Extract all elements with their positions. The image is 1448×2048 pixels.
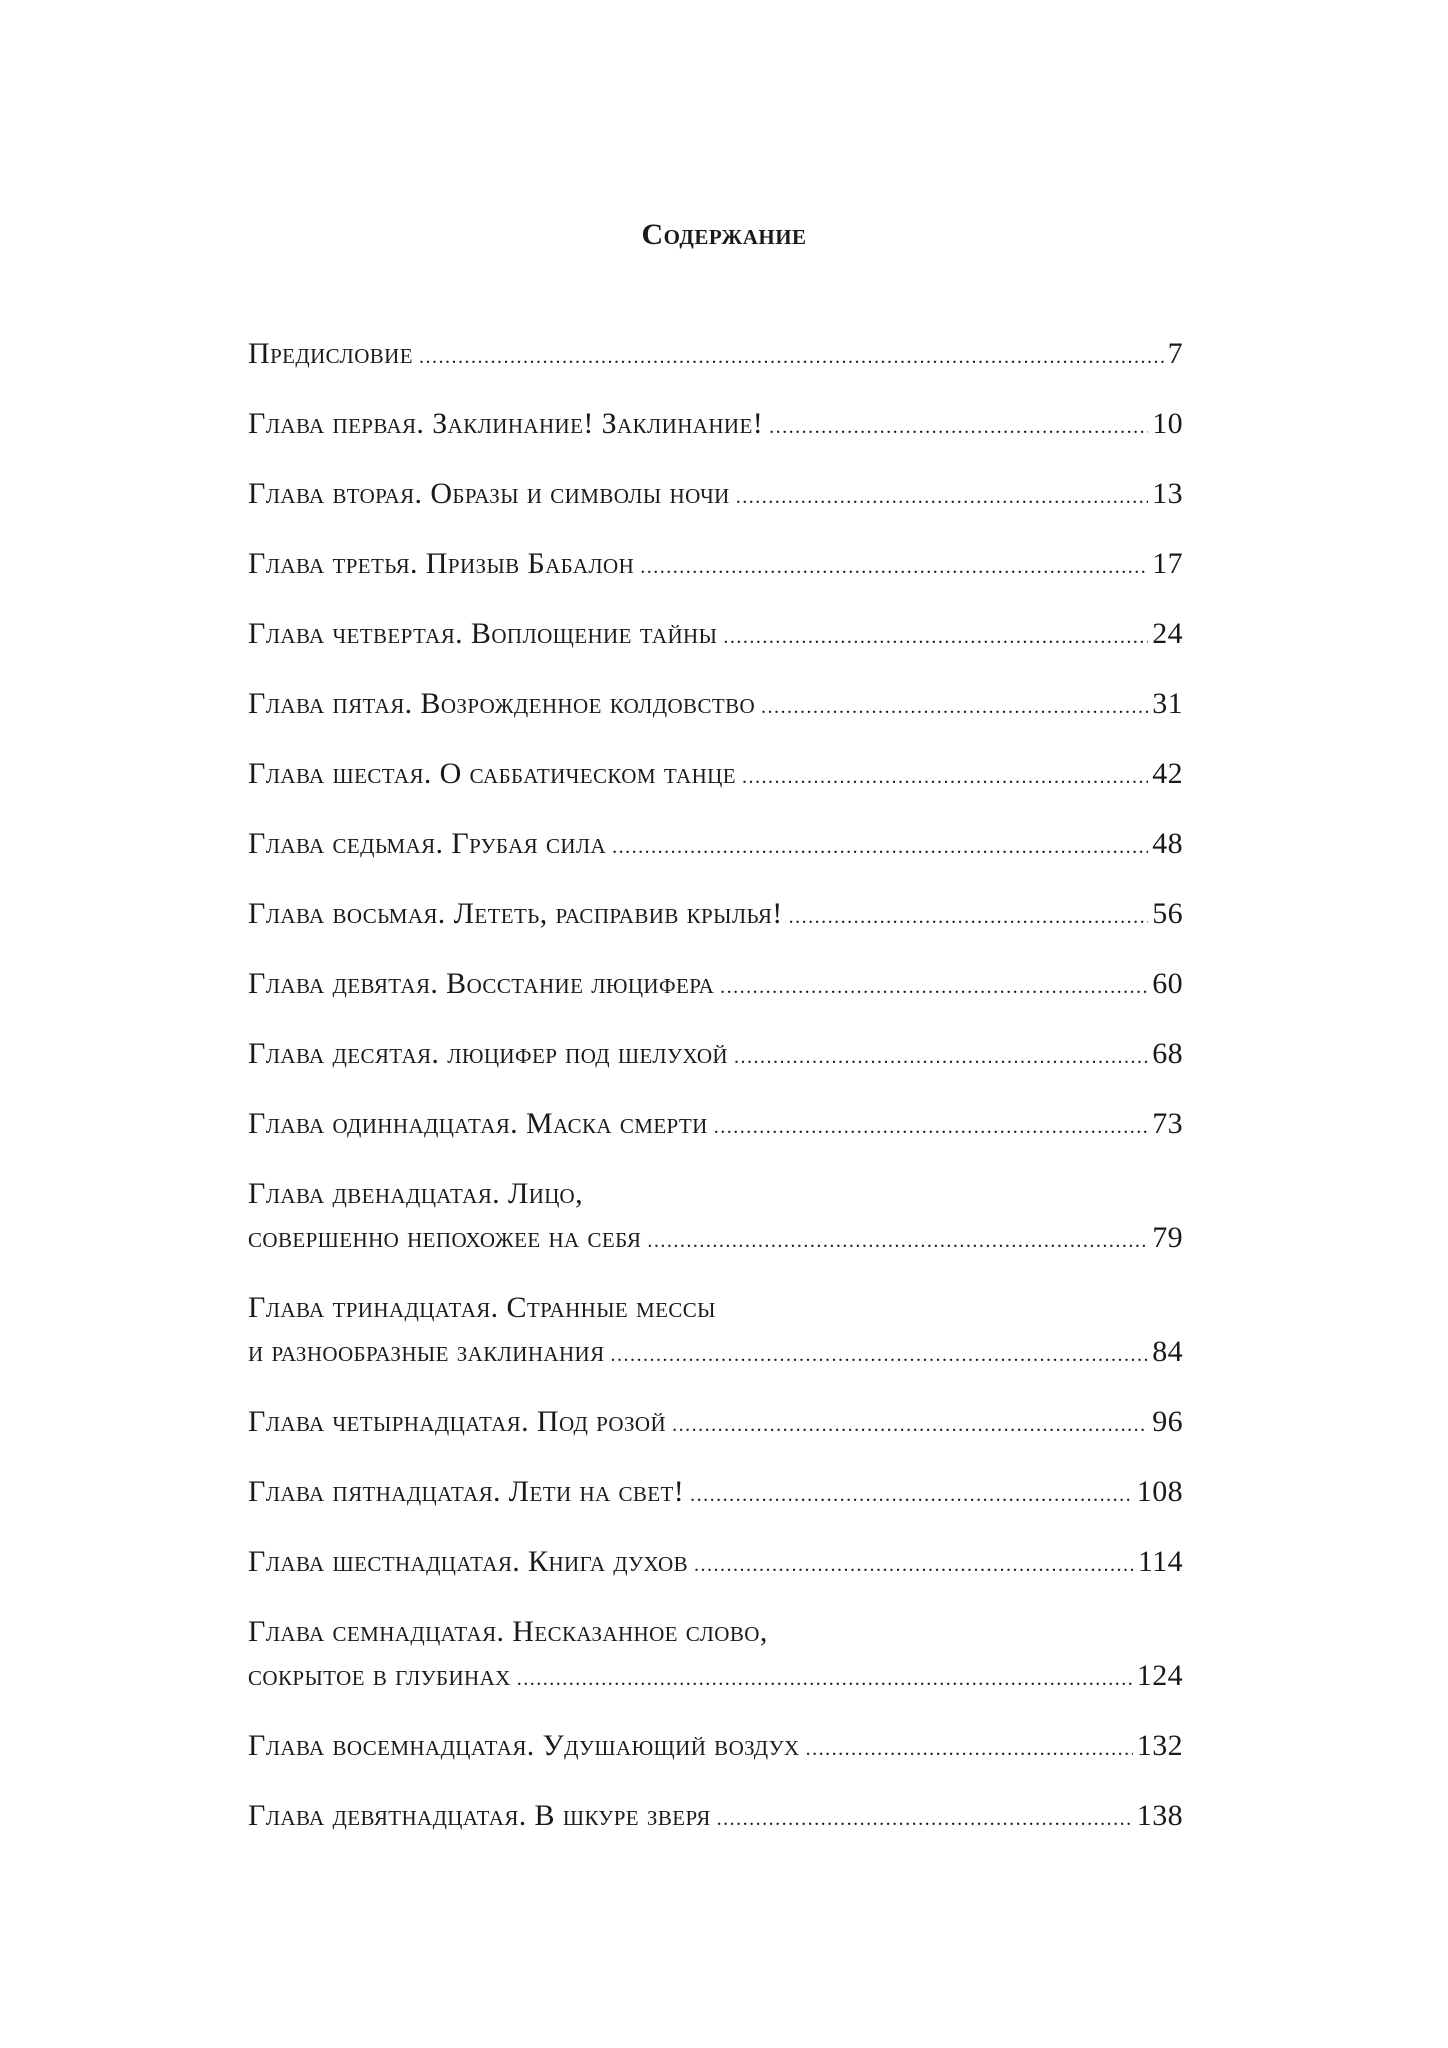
toc-entry-page-number: 13 xyxy=(1152,477,1183,510)
toc-entry-row xyxy=(248,1216,1183,1263)
toc-entry xyxy=(248,1610,1183,1701)
toc-entry-row xyxy=(248,332,1183,379)
toc-entry-title: совершенно непохожее на себя xyxy=(248,1221,642,1254)
toc-entry-title: Глава четырнадцатая. Под розой xyxy=(248,1405,667,1438)
dot-leader xyxy=(736,475,1148,519)
toc-entry-row xyxy=(248,1400,1183,1447)
toc-entry-page-number: 73 xyxy=(1152,1107,1183,1140)
toc-entry-title: Глава шестая. О саббатическом танце xyxy=(248,757,736,790)
toc-entry-title: Глава десятая. люцифер под шелухой xyxy=(248,1037,728,1070)
toc-entry-title-line1: Глава двенадцатая. Лицо, xyxy=(248,1177,584,1210)
toc-entry-row xyxy=(248,612,1183,659)
toc-entry-title: Глава шестнадцатая. Книга духов xyxy=(248,1545,689,1578)
toc-entry-page-number: 24 xyxy=(1152,617,1183,650)
toc-entry-title: Глава седьмая. Грубая сила xyxy=(248,827,607,860)
toc-entry-page-number: 96 xyxy=(1152,1405,1183,1438)
toc-entry-row xyxy=(248,1724,1183,1771)
toc-entry-row xyxy=(248,1794,1183,1841)
dot-leader xyxy=(769,405,1148,449)
toc-entry xyxy=(248,1794,1183,1841)
toc-entry-title: Глава восемнадцатая. Удушающий воздух xyxy=(248,1729,800,1762)
toc-entry xyxy=(248,892,1183,939)
toc-entry xyxy=(248,1540,1183,1587)
dot-leader xyxy=(789,895,1149,939)
toc-entry-title: Глава девятнадцатая. В шкуре зверя xyxy=(248,1799,711,1832)
toc-entry-row xyxy=(248,822,1183,869)
toc-entry-row xyxy=(248,1102,1183,1149)
dot-leader xyxy=(734,1035,1148,1079)
toc-entry-page-number: 114 xyxy=(1137,1545,1183,1578)
toc-list xyxy=(248,332,1183,1864)
toc-entry xyxy=(248,682,1183,729)
toc-entry-title: Глава пятая. Возрожденное колдовство xyxy=(248,687,756,720)
toc-entry-page-number: 31 xyxy=(1152,687,1183,720)
toc-entry-row xyxy=(248,962,1183,1009)
dot-leader xyxy=(806,1727,1133,1771)
toc-entry-title-line1: Глава семнадцатая. Несказанное слово, xyxy=(248,1615,768,1648)
dot-leader xyxy=(690,1473,1133,1517)
toc-entry-row xyxy=(248,472,1183,519)
toc-entry-page-number: 10 xyxy=(1152,407,1183,440)
toc-entry-page-number: 124 xyxy=(1136,1659,1183,1692)
dot-leader xyxy=(640,545,1148,589)
dot-leader xyxy=(720,965,1148,1009)
toc-entry-title: Глава пятнадцатая. Лети на свет! xyxy=(248,1475,685,1508)
toc-entry-page-number: 84 xyxy=(1152,1335,1183,1368)
toc-entry xyxy=(248,402,1183,449)
toc-entry xyxy=(248,962,1183,1009)
toc-entry-page-number: 68 xyxy=(1152,1037,1183,1070)
dot-leader xyxy=(611,1333,1149,1377)
toc-entry xyxy=(248,1172,1183,1263)
toc-entry xyxy=(248,472,1183,519)
toc-entry-page-number: 17 xyxy=(1152,547,1183,580)
toc-entry-row xyxy=(248,682,1183,729)
toc-entry xyxy=(248,1470,1183,1517)
toc-entry xyxy=(248,1400,1183,1447)
dot-leader xyxy=(517,1657,1133,1701)
toc-entry-title: Глава вторая. Образы и символы ночи xyxy=(248,477,730,510)
toc-entry-row xyxy=(248,402,1183,449)
dot-leader xyxy=(742,755,1148,799)
toc-entry-title: Глава первая. Заклинание! Заклинание! xyxy=(248,407,764,440)
dot-leader xyxy=(612,825,1148,869)
toc-entry-row xyxy=(248,892,1183,939)
toc-entry-page-number: 132 xyxy=(1136,1729,1183,1762)
dot-leader xyxy=(723,615,1148,659)
toc-entry-page-number: 48 xyxy=(1152,827,1183,860)
toc-entry-page-number: 108 xyxy=(1136,1475,1183,1508)
toc-entry-page-number: 42 xyxy=(1152,757,1183,790)
toc-entry-title: и разнообразные заклинания xyxy=(248,1335,605,1368)
toc-entry-title: Глава четвертая. Воплощение тайны xyxy=(248,617,718,650)
toc-entry-title: Предисловие xyxy=(248,337,413,370)
toc-entry-title-line1: Глава тринадцатая. Странные мессы xyxy=(248,1291,716,1324)
toc-entry xyxy=(248,1032,1183,1079)
toc-entry-row xyxy=(248,1540,1183,1587)
toc-entry-page-number: 56 xyxy=(1152,897,1183,930)
toc-entry-row xyxy=(248,1654,1183,1701)
toc-entry-row xyxy=(248,1032,1183,1079)
dot-leader xyxy=(761,685,1148,729)
toc-entry xyxy=(248,822,1183,869)
toc-entry-title: сокрытое в глубинах xyxy=(248,1659,511,1692)
dot-leader xyxy=(419,335,1164,379)
dot-leader xyxy=(714,1105,1149,1149)
toc-title: Содержание xyxy=(641,218,807,251)
toc-entry-row xyxy=(248,542,1183,589)
dot-leader xyxy=(717,1797,1133,1841)
toc-entry-title: Глава девятая. Восстание люцифера xyxy=(248,967,715,1000)
dot-leader xyxy=(694,1543,1134,1587)
toc-entry-page-number: 79 xyxy=(1152,1221,1183,1254)
toc-entry-page-number: 7 xyxy=(1167,337,1183,370)
toc-entry xyxy=(248,332,1183,379)
toc-entry xyxy=(248,612,1183,659)
toc-entry xyxy=(248,542,1183,589)
toc-entry-row xyxy=(248,752,1183,799)
dot-leader xyxy=(647,1219,1148,1263)
toc-entry xyxy=(248,1724,1183,1771)
toc-entry-page-number: 60 xyxy=(1152,967,1183,1000)
toc-entry-title: Глава третья. Призыв Бабалон xyxy=(248,547,635,580)
toc-entry xyxy=(248,1102,1183,1149)
toc-entry-title: Глава одиннадцатая. Маска смерти xyxy=(248,1107,708,1140)
toc-entry xyxy=(248,1286,1183,1377)
toc-entry-title: Глава восьмая. Лететь, расправив крылья! xyxy=(248,897,783,930)
toc-entry-row xyxy=(248,1470,1183,1517)
toc-entry xyxy=(248,752,1183,799)
dot-leader xyxy=(672,1403,1148,1447)
toc-entry-page-number: 138 xyxy=(1136,1799,1183,1832)
toc-entry-row xyxy=(248,1330,1183,1377)
